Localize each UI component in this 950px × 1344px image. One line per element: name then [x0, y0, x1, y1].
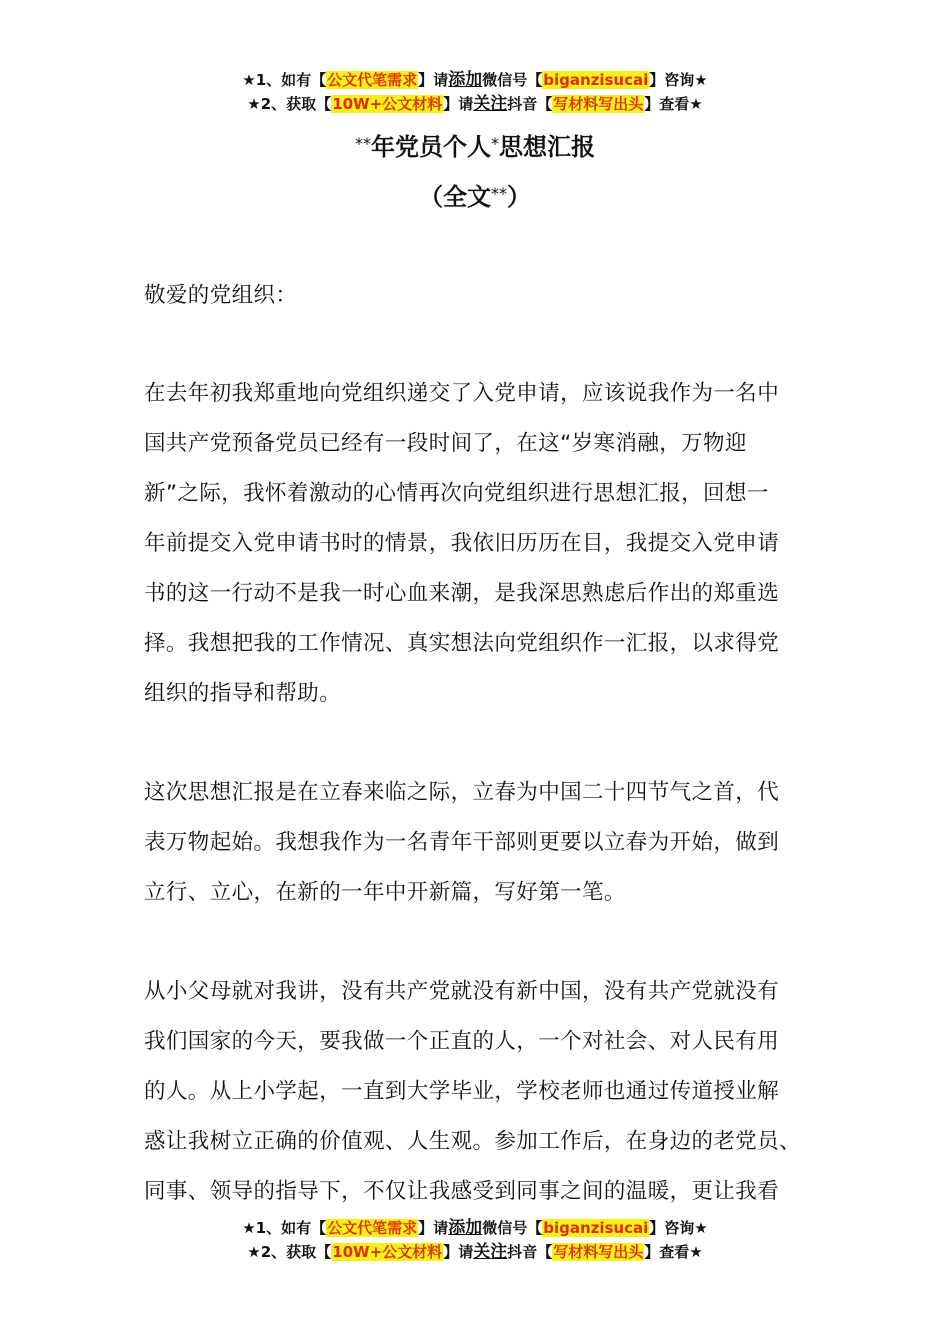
document-subtitle [0, 177, 950, 214]
banner-text: 】咨询★ [649, 71, 708, 89]
banner-line-2 [0, 92, 950, 116]
text-line: 书的这一行动不是我一时心血来潮，是我深思熟虑后作出的郑重选 [144, 581, 780, 606]
salutation [144, 271, 814, 321]
banner-text: 】请 [418, 1219, 449, 1237]
text-line: 新”之际，我怀着激动的心情再次向党组织进行思想汇报，回想一 [144, 481, 769, 506]
text-line: 表万物起始。我想我作为一名青年干部则更要以立春为开始，做到 [144, 830, 780, 855]
salutation-text: 敬爱的党组织： [144, 283, 298, 308]
text-line: 从小父母就对我讲，没有共产党就没有新中国，没有共产党就没有 [144, 979, 780, 1004]
subtitle-text: （全文 [419, 183, 491, 211]
underlined-label: 添加 [448, 1218, 483, 1238]
banner-text: ★2、获取【 [247, 1243, 332, 1261]
banner-text: 】咨询★ [649, 1219, 708, 1237]
banner-text: 微信号【 [482, 1219, 543, 1237]
banner-text: 】请 [418, 71, 449, 89]
text-line: 惑让我树立正确的价值观、人生观。参加工作后，在身边的老党员、 [144, 1129, 802, 1154]
subtitle-text: ） [507, 183, 531, 211]
highlight-label: 10W+公文材料 [332, 1243, 443, 1261]
title-placeholder-mark: * [491, 134, 499, 153]
banner-line-1 [0, 1216, 950, 1240]
title-placeholder-mark: ** [355, 134, 371, 153]
text-line: 这次思想汇报是在立春来临之际，立春为中国二十四节气之首，代 [144, 780, 780, 805]
text-line: 组织的指导和帮助。 [144, 681, 342, 706]
text-line: 国共产党预备党员已经有一段时间了，在这“岁寒消融，万物迎 [144, 431, 747, 456]
text-line: 年前提交入党申请书时的情景，我依旧历历在目，我提交入党申请 [144, 531, 780, 556]
title-text: 思想汇报 [499, 133, 595, 161]
banner-line-2 [0, 1240, 950, 1264]
highlight-label: 公文代笔需求 [327, 1219, 418, 1237]
paragraph-2 [144, 768, 814, 918]
footer-banner [0, 1216, 950, 1264]
douyin-id-highlight: 写材料写出头 [553, 95, 644, 113]
text-line: 立行、立心，在新的一年中开新篇，写好第一笔。 [144, 880, 626, 905]
highlight-label: 10W+公文材料 [332, 95, 443, 113]
text-line: 的人。从上小学起，一直到大学毕业，学校老师也通过传道授业解 [144, 1079, 780, 1104]
banner-text: 微信号【 [482, 71, 543, 89]
paragraph-1 [144, 369, 814, 719]
banner-text: ★1、如有【 [242, 71, 327, 89]
document-title [0, 127, 950, 164]
paragraph-3 [144, 967, 814, 1217]
banner-text: 】请 [443, 1243, 474, 1261]
banner-text: ★1、如有【 [242, 1219, 327, 1237]
wechat-id-highlight: biganzisucai [543, 71, 649, 89]
text-line: 在去年初我郑重地向党组织递交了入党申请，应该说我作为一名中 [144, 381, 780, 406]
banner-text: ★2、获取【 [247, 95, 332, 113]
wechat-id-highlight: biganzisucai [543, 1219, 649, 1237]
banner-text: 抖音【 [507, 1243, 553, 1261]
banner-text: 】查看★ [644, 95, 703, 113]
subtitle-placeholder-mark: ** [491, 184, 507, 203]
underlined-label: 关注 [473, 1242, 508, 1262]
banner-line-1 [0, 68, 950, 92]
douyin-id-highlight: 写材料写出头 [553, 1243, 644, 1261]
banner-text: 】查看★ [644, 1243, 703, 1261]
header-banner [0, 68, 950, 116]
title-text: 年党员个人 [371, 133, 491, 161]
banner-text: 抖音【 [507, 95, 553, 113]
text-line: 同事、领导的指导下，不仅让我感受到同事之间的温暖，更让我看 [144, 1179, 780, 1204]
text-line: 我们国家的今天，要我做一个正直的人，一个对社会、对人民有用 [144, 1029, 780, 1054]
highlight-label: 公文代笔需求 [327, 71, 418, 89]
banner-text: 】请 [443, 95, 474, 113]
text-line: 择。我想把我的工作情况、真实想法向党组织作一汇报，以求得党 [144, 631, 780, 656]
underlined-label: 关注 [473, 94, 508, 114]
underlined-label: 添加 [448, 70, 483, 90]
